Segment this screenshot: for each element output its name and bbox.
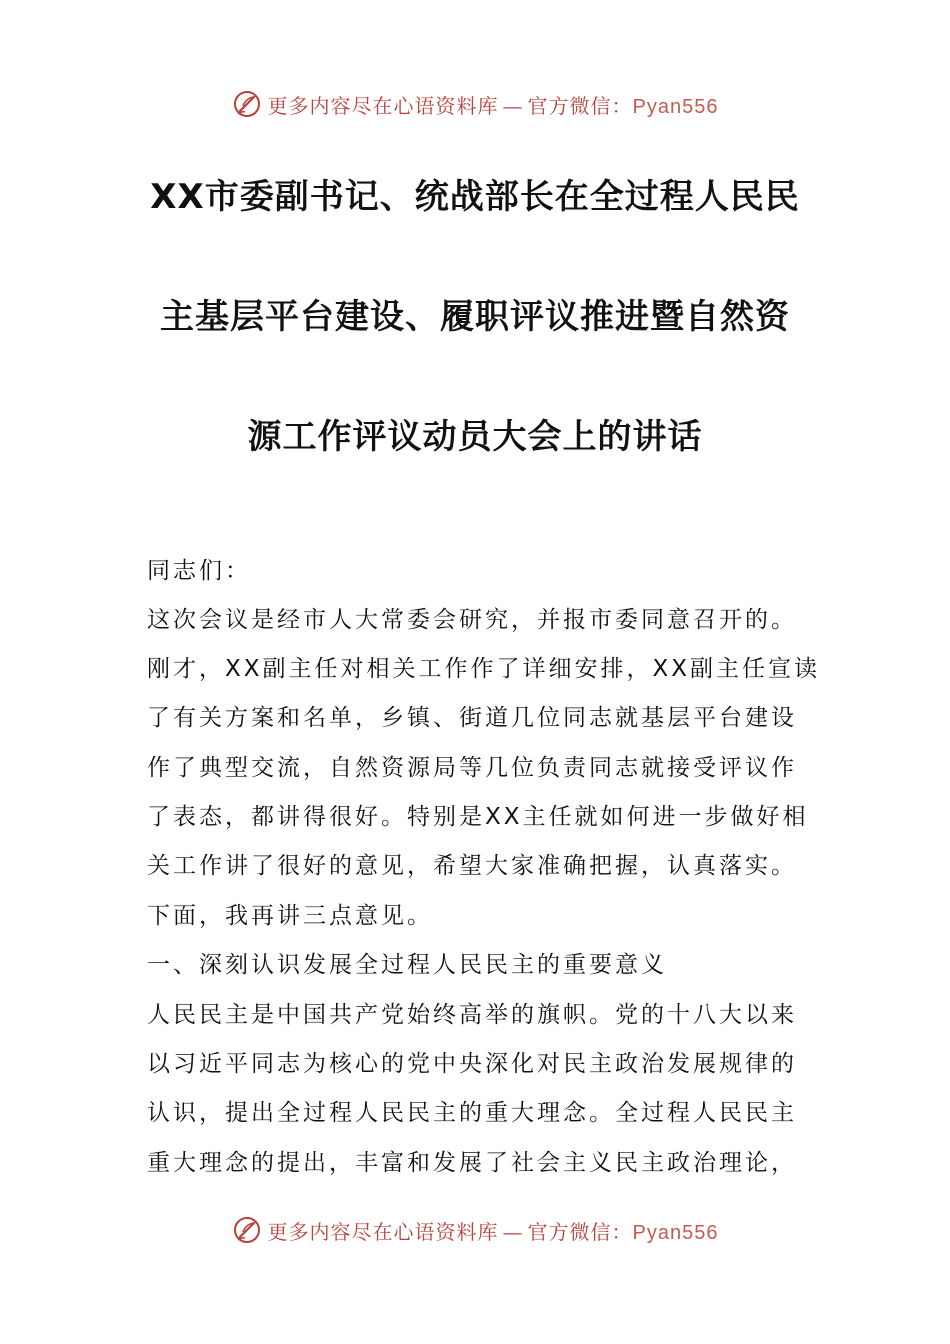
body-line: 关工作讲了很好的意见，希望大家准确把握，认真落实。 xyxy=(147,853,797,879)
watermark-text xyxy=(268,1216,719,1245)
watermark-site: 更多内容尽在心语资料库 xyxy=(267,93,499,118)
body-line: 这次会议是经市人大常委会研究，并报市委同意召开的。 xyxy=(147,607,797,633)
body-line: 了表态，都讲得很好。特别是XX主任就如何进一步做好相 xyxy=(147,804,809,830)
watermark-channel: 官方微信： xyxy=(527,93,633,118)
body-line: 下面，我再讲三点意见。 xyxy=(147,903,433,929)
body-line: 人民民主是中国共产党始终高举的旗帜。党的十八大以来 xyxy=(147,1002,797,1028)
body-line: 重大理念的提出，丰富和发展了社会主义民主政治理论， xyxy=(147,1150,797,1176)
body-line: 认识，提出全过程人民民主的重大理念。全过程人民民主 xyxy=(147,1100,797,1126)
quill-logo-icon xyxy=(232,89,262,119)
header-watermark xyxy=(0,80,950,128)
watermark-separator: — xyxy=(502,1219,524,1244)
document-title-line-2: 主基层平台建设、履职评议推进暨自然资 xyxy=(160,297,790,337)
body-line: 刚才，XX副主任对相关工作作了详细安排，XX副主任宣读 xyxy=(147,656,821,682)
body-line: 以习近平同志为核心的党中央深化对民主政治发展规律的 xyxy=(147,1051,797,1077)
watermark-separator: — xyxy=(502,93,524,118)
footer-watermark xyxy=(0,1206,950,1254)
watermark-account: Pyan556 xyxy=(632,95,719,118)
quill-logo-icon xyxy=(232,1215,262,1245)
body-line: 作了典型交流，自然资源局等几位负责同志就接受评议作 xyxy=(147,755,797,781)
body-line: 了有关方案和名单，乡镇、街道几位同志就基层平台建设 xyxy=(147,705,797,731)
watermark-site: 更多内容尽在心语资料库 xyxy=(267,1219,499,1244)
watermark-account: Pyan556 xyxy=(632,1221,719,1244)
section-heading-1: 一、深刻认识发展全过程人民民主的重要意义 xyxy=(147,952,667,978)
watermark-channel: 官方微信： xyxy=(527,1219,633,1244)
document-title-line-1: XX市委副书记、统战部长在全过程人民民 xyxy=(150,177,800,217)
salutation: 同志们： xyxy=(147,558,251,584)
watermark-text xyxy=(268,90,719,119)
document-title-line-3: 源工作评议动员大会上的讲话 xyxy=(247,417,703,457)
